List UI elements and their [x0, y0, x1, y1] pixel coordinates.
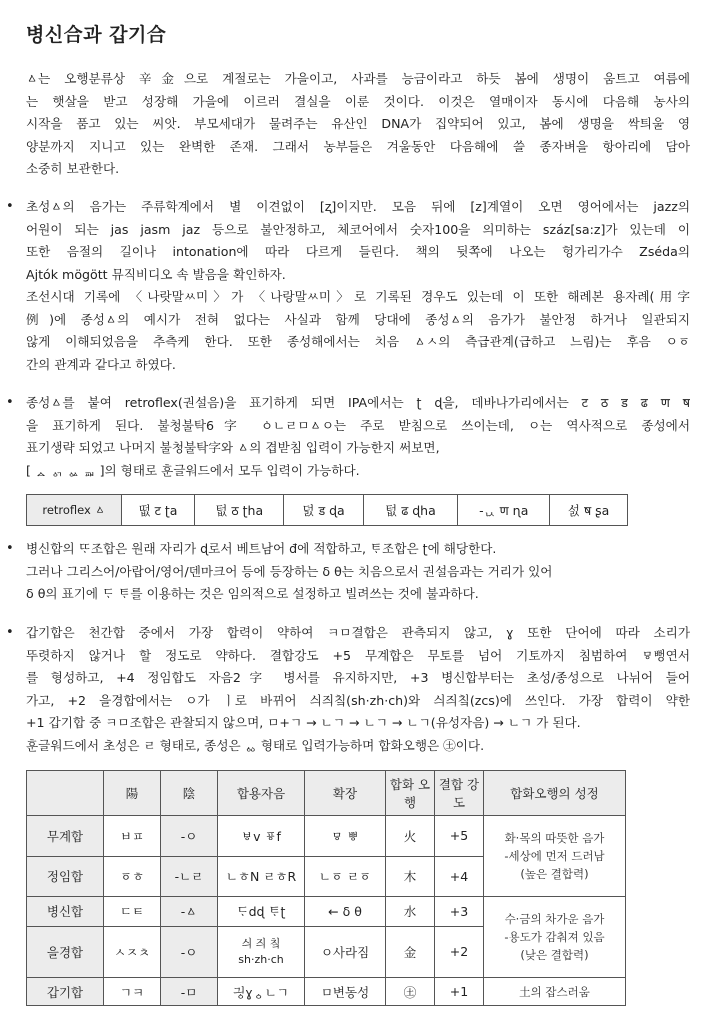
strength-cell: +4: [435, 856, 484, 897]
text-line: 초성ㅿ의 음가는 주류학계에서 별 이견없이 [ʐ]이지만. 모음 뒤에 [z]계열이 오면 영어에서는 jazz의: [26, 199, 690, 214]
strength-cell: +1: [435, 978, 484, 1006]
intro-paragraph: [26, 68, 690, 181]
text-line: 그러나 그리스어/아랍어/영어/덴마크어 등에 등장하는 δ θ는 치음으로서 권설음과는 거리가 있어: [26, 563, 553, 579]
table-header-cell: 결합 강도: [435, 771, 484, 816]
retroflex-table: [26, 494, 628, 526]
row-name: 정임합: [27, 856, 104, 897]
hap-line: sh·zh·ch: [238, 952, 284, 966]
text-line: 소중히 보관한다.: [26, 161, 120, 176]
eum-cell: -ㅇ: [161, 926, 218, 977]
character-note-cold: [484, 897, 626, 978]
table-header-cell: 합화오행의 성정: [484, 771, 626, 816]
text-line: 양분까지 지니고 있는 완벽한 존재. 그래서 농부들은 겨울동안 다음해에 쓸 종자벼을 항아리에 담아: [26, 138, 690, 154]
table-header-row: [27, 771, 626, 816]
element-cell: 火: [386, 816, 435, 857]
table-header-cell: 陰: [161, 771, 218, 816]
yang-cell: ㆆㅎ: [104, 856, 161, 897]
row-name: 병신합: [27, 897, 104, 927]
ext-cell: ㅇ사라짐: [305, 926, 386, 977]
note-line: (높은 결합력): [520, 867, 589, 881]
retroflex-cell: 텂 ढ ɖha: [363, 495, 457, 526]
text-line: 뚜렷하지 않거나 할 정도로 약하다. 결합강도 +5 무계합은 무토를 넘어 기토까지 침범하여 ㅱ뻥연서: [26, 647, 690, 663]
table-header-cell: 합용자음: [218, 771, 305, 816]
bullet-dot: •: [6, 395, 14, 410]
note-line: 수·금의 차가운 음가: [504, 912, 605, 926]
text-line: 조선시대 기록에 〈나랏말ㅆ미〉가 〈나랑말ㅆ미〉로 기록된 경우도 있는데 이 또한 해례본 용자례(用字: [26, 289, 690, 304]
retroflex-cell: -ᇇ ण ɳa: [458, 495, 550, 526]
table-header-cell: 확장: [305, 771, 386, 816]
table-header-cell: 합화 오행: [386, 771, 435, 816]
strength-cell: +3: [435, 897, 484, 927]
retroflex-cell: 덠 ड ɖa: [284, 495, 363, 526]
text-line: 병신합의 ᄄᆞ조합은 원래 자리가 ɖ로서 베트남어 đ에 적합하고, ᄐᆞ조합은 ʈ에 해당한다.: [26, 541, 497, 556]
text-line: 시작을 품고 있는 씨앗. 부모세대가 물려주는 유산인 DNA가 집약되어 있고, 봄에 생명을 싹틔울 영: [26, 116, 690, 131]
character-note-warm: [484, 816, 626, 897]
element-cell: ㊏: [386, 978, 435, 1006]
text-line: +1 갑기합 중 ㅋㅁ조합은 관찰되지 않으며, ㅁ+ㄱ → ㄴㄱ → ㄴㄱ → ㄴㄱ(유성자음) → ㄴㄱ 가 된다.: [26, 715, 581, 730]
eum-cell: -ㅿ: [161, 897, 218, 927]
ext-cell: ㅁ변동성: [305, 978, 386, 1006]
yang-cell: ㄷㅌ: [104, 897, 161, 927]
bullet-dot: •: [6, 199, 14, 214]
note-line: 화·목의 따뜻한 음가: [504, 831, 605, 845]
note-line: -용도가 감춰져 있음: [504, 930, 605, 944]
note-line: (낮은 결합력): [520, 948, 589, 962]
table-header-cell: 陽: [104, 771, 161, 816]
text-line: 또한 음절의 길이나 intonation에 따라 다르게 들린다. 책의 뒷쪽에 나오는 헝가리가수 Zséda의: [26, 244, 690, 259]
table-row: [27, 816, 626, 857]
retroflex-cell: 텂 ठ ʈha: [195, 495, 284, 526]
hap-cell: ㅸv ㆄf: [218, 816, 305, 857]
retroflex-paragraph: [26, 392, 690, 482]
hap-line: 싀 즤 칰: [241, 936, 281, 950]
row-name: 무계합: [27, 816, 104, 857]
text-line: δ θ의 표기에 ᄃᆞ ᄐᆞ를 이용하는 것은 임의적으로 설정하고 빌려쓰는 것에 불과하다.: [26, 586, 479, 601]
eum-cell: -ㅇ: [161, 816, 218, 857]
yang-cell: ㅂㅍ: [104, 816, 161, 857]
row-name: 을경합: [27, 926, 104, 977]
text-line: 例)에 종성ㅿ의 예시가 전혀 없다는 사실과 함께 당대에 종성ㅿ의 음가가 불안정 하거나 일관되지: [26, 311, 690, 327]
table-header-cell: [27, 771, 104, 816]
text-line: 을 표기하게 된다. 불청불탁6字 ㆁㄴㄹㅁㅿㅇ는 주로 받침으로 쓰이는데, ㅇ는 역사적으로 종성에서: [26, 417, 690, 433]
table-row: [27, 897, 626, 927]
text-line: 표기생략 되었고 나머지 불청불탁字와 ㅿ의 겹받침 입력이 가능한지 써보면,: [26, 440, 440, 455]
element-cell: 水: [386, 897, 435, 927]
text-line: 가고, +2 을경합에서는 ㅇ가 ㅣ로 바뀌어 싀즤칰(sh·zh·ch)와 싀즤칰(zcs)에 쓰인다. 가장 합력이 약한: [26, 692, 690, 708]
text-line: ㅿ는 오행분류상 辛金으로 계절로는 가을이고, 사과를 능금이라고 하듯 봄에 생명이 움트고 여름에: [26, 71, 690, 86]
text-line: Ajtók mögött 뮤직비디오 속 발음을 확인하자.: [26, 266, 286, 282]
text-line: 간의 관계과 같다고 하였다.: [26, 356, 176, 372]
hap-table: [26, 770, 626, 1006]
hap-cell: 긔ᇰɣᇰㄴㄱ: [218, 978, 305, 1006]
hap-cell: ㄴㅎN ㄹㅎR: [218, 856, 305, 897]
eum-cell: -ㅁ: [161, 978, 218, 1006]
ext-cell: ← δ θ: [305, 897, 386, 927]
text-line: 는 햇살을 받고 성장해 가을에 이르러 결실을 이룬 것이다. 이것은 열매이자 동시에 다음해 농사의: [26, 93, 690, 109]
byeongsin-paragraph: [26, 538, 690, 606]
ext-cell: ㄴㆆ ㄹㆆ: [305, 856, 386, 897]
initial-sound-paragraph: [26, 196, 690, 376]
yang-cell: ㅅㅈㅊ: [104, 926, 161, 977]
text-line: 않게 이해되었음을 추측케 한다. 또한 종성해에서는 치음 ㅿㅅ의 측급관계(급하고 느림)는 후음 ㅇㆆ: [26, 334, 690, 349]
element-cell: 木: [386, 856, 435, 897]
text-line: 갑기합은 천간합 중에서 가장 합력이 약하여 ㅋㅁ결합은 관측되지 않고, ɣ 또한 단어에 따라 소리가: [26, 625, 690, 640]
text-line: [ ᇫ ᇬ ᇲ ᇳ ]의 형태로 훈글워드에서 모두 입력이 가능하다.: [26, 462, 360, 478]
bullet-dot: •: [6, 625, 14, 640]
text-line: 어원이 되는 jas jasm jaz 등으로 불안정하고, 체코어에서 숫자100을 의미하는 száz[sa:z]가 있는데 이: [26, 221, 690, 237]
text-line: 종성ㅿ를 붙여 retroflex(권설음)을 표기하게 되면 IPA에서는 ʈ ɖ을, 데바나가리에서는 ट ठ ड ढ ण ष: [26, 395, 690, 410]
retroflex-cell: 떲 ट ʈa: [122, 495, 195, 526]
hap-cell: ᄃᆞdɖ ᄐᆞʈ: [218, 897, 305, 927]
bullet-dot: •: [6, 541, 14, 556]
retroflex-cell: 섨 ष ʂa: [550, 495, 628, 526]
page-title: 병신合과 갑기合: [26, 24, 167, 46]
row-name: 갑기합: [27, 978, 104, 1006]
hap-cell: [218, 926, 305, 977]
gapgi-paragraph: [26, 622, 690, 757]
yang-cell: ㄱㅋ: [104, 978, 161, 1006]
text-line: 를 형성하고, +4 정임합도 자음2字 병서를 유지하지만, +3 병신합부터는 초성/종성으로 나뉘어 들어: [26, 670, 690, 685]
ext-cell: ㅱ ㅹ: [305, 816, 386, 857]
text-line: 훈글워드에서 초성은 ㄹ 형태로, 종성은 ᇮ 형태로 입력가능하며 합화오행은 ㊏이다.: [26, 737, 485, 753]
note-line: -세상에 먼저 드러남: [504, 849, 605, 863]
element-cell: 金: [386, 926, 435, 977]
table-row: [27, 978, 626, 1006]
character-note-earth: 土의 잡스러움: [484, 978, 626, 1006]
strength-cell: +2: [435, 926, 484, 977]
eum-cell: -ㄴㄹ: [161, 856, 218, 897]
retroflex-header: retroflex ㅿ: [27, 495, 122, 526]
strength-cell: +5: [435, 816, 484, 857]
